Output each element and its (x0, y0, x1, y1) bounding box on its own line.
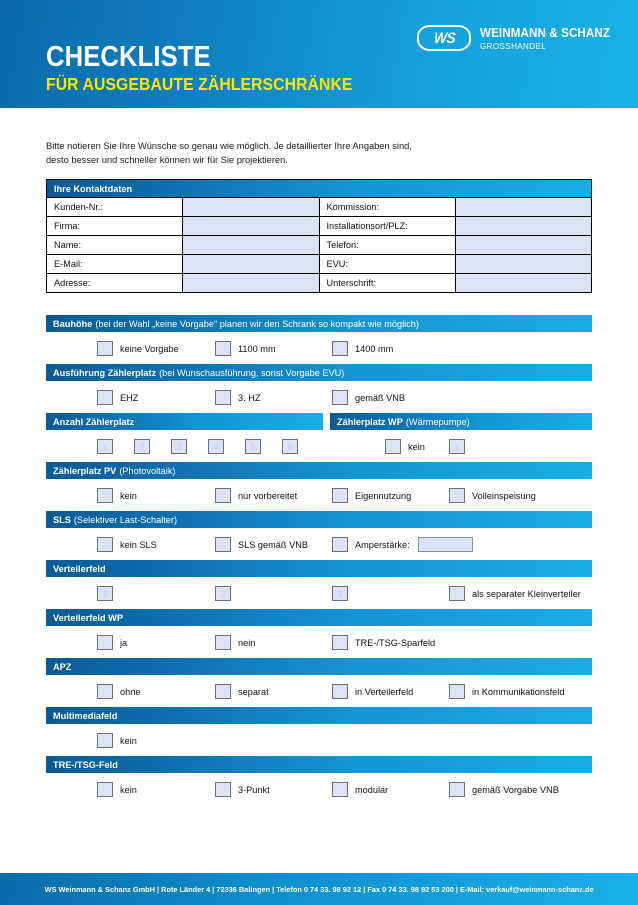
section-title-apz: APZ (53, 661, 72, 672)
checkbox-icon[interactable] (97, 733, 113, 748)
section-title-tre-tsg-feld: TRE-/TSG-Feld (53, 759, 118, 770)
option-tre-3-punkt[interactable] (215, 782, 270, 797)
checkbox-icon[interactable] (97, 635, 113, 650)
option-verteilerfeld-wp-sparfeld[interactable] (332, 635, 435, 650)
checkbox-anzahl-4[interactable]: 4 (208, 439, 224, 454)
logo-text-block (480, 26, 620, 51)
section-title-zaehlerplatz-pv: Zählerplatz PV (53, 465, 117, 476)
ws-monogram-icon (417, 25, 471, 51)
checkbox-anzahl-2[interactable]: 2 (134, 439, 150, 454)
input-evu[interactable] (455, 255, 591, 274)
checkbox-icon[interactable] (449, 488, 465, 503)
section-bar-zaehlerplatz-pv (46, 462, 592, 479)
intro-paragraph (46, 108, 466, 179)
intro-line-1: Bitte notieren Sie Ihre Wünsche so genau wie möglich. Je detaillierter Ihre Angaben sind, (46, 141, 412, 151)
label-firma: Firma: (47, 217, 183, 236)
intro-line-2: desto besser und schneller können wir für Sie projektieren. (46, 154, 288, 165)
option-label: kein (120, 735, 137, 746)
checkbox-icon[interactable] (449, 586, 465, 601)
checkbox-icon[interactable] (215, 782, 231, 797)
page-subtitle: FÜR AUSGEBAUTE ZÄHLERSCHRÄNKE (46, 74, 353, 94)
options-apz (46, 675, 592, 707)
label-name: Name: (47, 236, 183, 255)
option-label: Eigennutzung (355, 490, 412, 501)
section-bar-verteilerfeld-wp (46, 609, 592, 626)
option-zaehlerplatz-wp-kein[interactable] (385, 439, 425, 454)
form-content (0, 108, 638, 805)
checkbox-icon[interactable] (332, 488, 348, 503)
option-label: kein SLS (120, 539, 157, 550)
input-installationsort-plz[interactable] (455, 217, 591, 236)
checkbox-icon[interactable] (215, 684, 231, 699)
checkbox-icon[interactable] (332, 341, 348, 356)
option-label: ohne (120, 686, 141, 697)
checkbox-anzahl-1[interactable]: 1 (97, 439, 113, 454)
option-label: 1100 mm (238, 343, 276, 354)
option-verteilerfeld-wp-ja[interactable] (97, 635, 127, 650)
checkbox-icon[interactable] (332, 782, 348, 797)
input-kunden-nr[interactable] (183, 198, 319, 217)
table-row (47, 236, 592, 255)
option-label: kein (120, 490, 137, 501)
checkbox-icon[interactable] (215, 488, 231, 503)
checkbox-anzahl-5[interactable]: 5 (245, 439, 261, 454)
table-row (47, 217, 592, 236)
option-label: 3-Punkt (238, 784, 270, 795)
option-tre-kein[interactable] (97, 782, 137, 797)
checkbox-icon[interactable] (215, 341, 231, 356)
option-apz-separat[interactable] (215, 684, 269, 699)
option-pv-volleinspeisung[interactable] (449, 488, 536, 503)
option-label: gemäß Vorgabe VNB (472, 784, 559, 795)
label-unterschrift: Unterschrift: (319, 274, 455, 293)
contact-table-header-row (47, 180, 592, 198)
checkbox-verteilerfeld-2[interactable]: 2 (215, 586, 231, 601)
checkbox-icon[interactable] (332, 635, 348, 650)
option-bauhoehe-keine-vorgabe[interactable] (97, 341, 179, 356)
input-kommission[interactable] (455, 198, 591, 217)
checkbox-icon[interactable] (215, 537, 231, 552)
label-kommission: Kommission: (319, 198, 455, 217)
section-title-zaehlerplatz-wp: Zählerplatz WP (337, 416, 403, 427)
option-label: keine Vorgabe (120, 343, 179, 354)
section-bar-sls (46, 511, 592, 528)
table-row (47, 198, 592, 217)
page-title: CHECKLISTE (46, 41, 211, 73)
option-label: 3. HZ (238, 392, 261, 403)
contact-section-bar (47, 180, 591, 197)
checkbox-icon[interactable] (215, 635, 231, 650)
checkbox-icon[interactable] (332, 684, 348, 699)
input-adresse[interactable] (183, 274, 319, 293)
options-verteilerfeld (46, 577, 592, 609)
option-apz-ohne[interactable] (97, 684, 140, 699)
option-label: modular (355, 784, 389, 795)
logo-tagline: GROSSHANDEL (480, 40, 547, 51)
option-tre-gemaess-vorgabe-vnb[interactable] (449, 782, 559, 797)
option-label: kein (120, 784, 137, 795)
contact-table (46, 179, 592, 293)
checkbox-verteilerfeld-1[interactable]: 1 (97, 586, 113, 601)
option-verteilerfeld-kleinverteiler[interactable] (449, 586, 581, 601)
input-firma[interactable] (183, 217, 319, 236)
checkbox-icon[interactable] (449, 684, 465, 699)
checkbox-verteilerfeld-3[interactable]: 3 (332, 586, 348, 601)
input-unterschrift[interactable] (455, 274, 591, 293)
checkbox-icon[interactable] (97, 782, 113, 797)
input-name[interactable] (183, 236, 319, 255)
option-label: als separater Kleinverteiler (472, 588, 581, 599)
option-label: gemäß VNB (355, 392, 406, 403)
option-ausfuehrung-3hz[interactable] (215, 390, 260, 405)
option-label: Volleinspeisung (472, 490, 536, 501)
option-pv-eigennutzung[interactable] (332, 488, 411, 503)
company-logo (417, 25, 620, 51)
label-adresse: Adresse: (47, 274, 183, 293)
options-ausfuehrung (46, 381, 592, 413)
option-pv-kein[interactable] (97, 488, 137, 503)
option-label: kein (408, 441, 425, 452)
ws-monogram-text: WS (432, 29, 456, 47)
checkbox-icon[interactable] (332, 537, 348, 552)
option-sls-gemaess-vnb[interactable] (215, 537, 308, 552)
option-sls-amperstaerke[interactable] (332, 537, 473, 552)
option-apz-in-kommunikationsfeld[interactable] (449, 684, 564, 699)
table-row (47, 255, 592, 274)
option-label: in Verteilerfeld (355, 686, 414, 697)
section-note-sls: (Selektiver Last-Schalter) (73, 514, 178, 525)
option-label: separat (238, 686, 269, 697)
section-note-zaehlerplatz-wp: (Wärmepumpe) (405, 416, 470, 427)
checkbox-icon[interactable] (97, 537, 113, 552)
option-label: 1400 mm (355, 343, 394, 354)
checkbox-icon[interactable] (449, 782, 465, 797)
options-verteilerfeld-wp (46, 626, 592, 658)
input-telefon[interactable] (455, 236, 591, 255)
section-title-anzahl: Anzahl Zählerplatz (53, 416, 135, 427)
options-tre-tsg-feld (46, 773, 592, 805)
option-ausfuehrung-ehz[interactable] (97, 390, 138, 405)
option-ausfuehrung-gemaess-vnb[interactable] (332, 390, 405, 405)
checkbox-icon[interactable] (215, 390, 231, 405)
label-telefon: Telefon: (319, 236, 455, 255)
option-bauhoehe-1100mm[interactable] (215, 341, 276, 356)
section-title-verteilerfeld-wp: Verteilerfeld WP (53, 612, 123, 623)
section-bar-zaehlerplatz-wp (330, 413, 592, 430)
section-title-multimediafeld: Multimediafeld (53, 710, 118, 721)
section-note-ausfuehrung: (bei Wunschausführung, sonst Vorgabe EVU) (159, 367, 345, 378)
options-sls (46, 528, 592, 560)
checkbox-icon[interactable] (97, 488, 113, 503)
label-kunden-nr: Kunden-Nr.: (47, 198, 183, 217)
checkbox-zaehlerplatz-wp-1[interactable]: 1 (449, 439, 465, 454)
checkbox-icon[interactable] (385, 439, 401, 454)
section-note-bauhoehe: (bei der Wahl „keine Vorgabe" planen wir den Schrank so kompakt wie möglich) (95, 318, 419, 329)
section-bar-anzahl (46, 413, 323, 430)
page-footer (0, 873, 638, 905)
option-sls-kein[interactable] (97, 537, 157, 552)
label-evu: EVU: (319, 255, 455, 274)
label-email: E-Mail: (47, 255, 183, 274)
label-installationsort-plz: Installationsort/PLZ: (319, 217, 455, 236)
header-title-block (46, 42, 387, 95)
section-bar-ausfuehrung (46, 364, 592, 381)
option-verteilerfeld-wp-nein[interactable] (215, 635, 255, 650)
option-pv-nur-vorbereitet[interactable] (215, 488, 297, 503)
checkbox-icon[interactable] (97, 341, 113, 356)
section-title-verteilerfeld: Verteilerfeld (53, 563, 106, 574)
footer-contact-text: WS Weinmann & Schanz GmbH | Rote Länder 4 | 72336 Balingen | Telefon 0 74 33. 98 92 12 | Fax 0 74 33. 98 92 53 200 | E-Mail: verkauf@weinmann-schanz.de (44, 884, 594, 894)
table-row (47, 274, 592, 293)
section-title-sls: SLS (53, 514, 71, 525)
section-bar-apz (46, 658, 592, 675)
page-header (0, 0, 638, 108)
option-label: EHZ (120, 392, 139, 403)
section-bar-multimediafeld (46, 707, 592, 724)
section-title-bauhoehe: Bauhöhe (53, 318, 93, 329)
section-bar-bauhoehe (46, 315, 592, 332)
option-label: SLS gemäß VNB (238, 539, 308, 550)
checkbox-icon[interactable] (97, 684, 113, 699)
option-tre-modular[interactable] (332, 782, 388, 797)
option-label: nur vorbereitet (238, 490, 298, 501)
section-note-zaehlerplatz-pv: (Photovoltaik) (119, 465, 176, 476)
checkbox-icon[interactable] (97, 390, 113, 405)
logo-company-name: WEINMANN & SCHANZ (480, 25, 611, 40)
options-zaehlerplatz-pv (46, 479, 592, 511)
section-bar-verteilerfeld (46, 560, 592, 577)
options-anzahl-and-wp (46, 430, 592, 462)
checkbox-anzahl-6[interactable]: 6 (282, 439, 298, 454)
options-bauhoehe (46, 332, 592, 364)
options-multimediafeld (46, 724, 592, 756)
contact-section-title: Ihre Kontaktdaten (54, 183, 133, 194)
section-title-ausfuehrung: Ausführung Zählerplatz (53, 367, 157, 378)
section-bar-tre-tsg-feld (46, 756, 592, 773)
option-label: in Kommunikationsfeld (472, 686, 565, 697)
option-apz-in-verteilerfeld[interactable] (332, 684, 413, 699)
option-label: TRE-/TSG-Sparfeld (355, 637, 436, 648)
contact-header-cell (47, 180, 592, 198)
option-label: ja (120, 637, 128, 648)
checkbox-anzahl-3[interactable]: 3 (171, 439, 187, 454)
option-label: Amperstärke: (355, 539, 410, 550)
option-multimediafeld-kein[interactable] (97, 733, 137, 748)
input-email[interactable] (183, 255, 319, 274)
option-label: nein (238, 637, 256, 648)
option-bauhoehe-1400mm[interactable] (332, 341, 393, 356)
checkbox-icon[interactable] (332, 390, 348, 405)
input-amperstaerke[interactable] (418, 537, 473, 552)
split-bars-anzahl-wp (46, 413, 592, 430)
